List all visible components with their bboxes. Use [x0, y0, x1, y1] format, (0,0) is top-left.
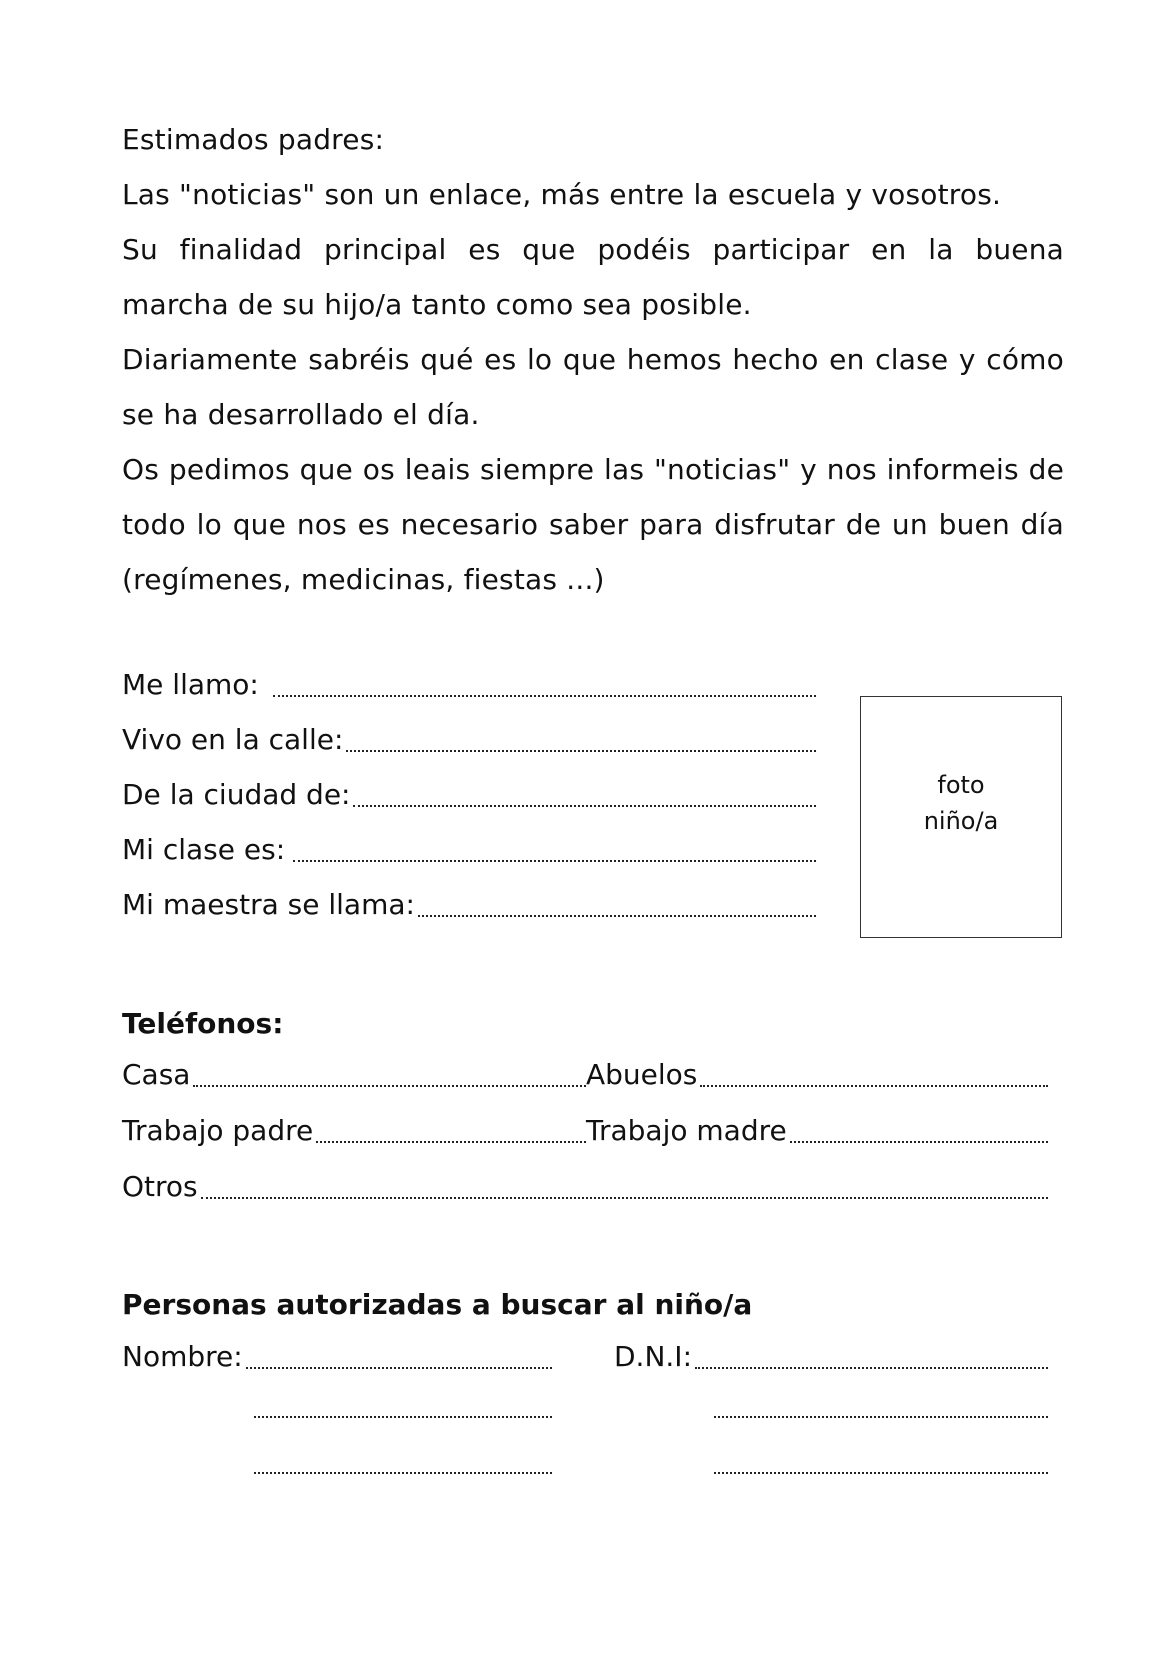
mother-work-phone-dotted-line [790, 1140, 1048, 1143]
authorized-name-label: Nombre: [122, 1340, 243, 1373]
intro-paragraph-3: Diariamente sabréis qué es lo que hemos hecho en clase y cómo se ha desarrollado el día. [122, 343, 1064, 431]
class-label: Mi clase es: [122, 833, 286, 866]
photo-label-line-1: foto [937, 771, 985, 799]
teacher-label: Mi maestra se llama: [122, 888, 415, 921]
street-dotted-line [346, 749, 816, 752]
authorized-id-field[interactable] [614, 1336, 1048, 1378]
other-phone-label: Otros [122, 1170, 198, 1203]
name-label: Me llamo: [122, 668, 259, 701]
greeting: Estimados padres: [122, 123, 385, 156]
authorized-heading: Personas autorizadas a buscar al niño/a [122, 1288, 753, 1321]
city-field[interactable] [122, 774, 816, 816]
father-work-phone-dotted-line [316, 1140, 586, 1143]
street-field[interactable] [122, 719, 816, 761]
phones-heading: Teléfonos: [122, 1007, 284, 1040]
grandparents-phone-label: Abuelos [586, 1058, 698, 1091]
intro-text [122, 112, 1064, 607]
photo-box [860, 696, 1062, 938]
street-label: Vivo en la calle: [122, 723, 344, 756]
authorized-name-line-3[interactable] [254, 1472, 552, 1474]
teacher-field[interactable] [122, 884, 816, 926]
home-phone-dotted-line [193, 1084, 586, 1087]
city-dotted-line [353, 804, 816, 807]
name-field[interactable] [122, 664, 816, 706]
class-field[interactable] [122, 829, 816, 871]
other-phone-dotted-line [201, 1196, 1048, 1199]
grandparents-phone-field[interactable] [586, 1054, 1048, 1096]
other-phone-field[interactable] [122, 1166, 1048, 1208]
city-label: De la ciudad de: [122, 778, 351, 811]
grandparents-phone-dotted-line [700, 1084, 1048, 1087]
father-work-phone-label: Trabajo padre [122, 1114, 314, 1147]
authorized-name-line-2[interactable] [254, 1416, 552, 1418]
class-dotted-line [293, 859, 816, 862]
authorized-id-line-2[interactable] [714, 1416, 1048, 1418]
intro-paragraph-4: Os pedimos que os leais siempre las "noticias" y nos informeis de todo lo que nos es necesario saber para disfrutar de un buen día (regímenes, medicinas, fiestas ...) [122, 453, 1064, 596]
authorized-id-line-3[interactable] [714, 1472, 1048, 1474]
intro-paragraph-1: Las "noticias" son un enlace, más entre la escuela y vosotros. [122, 178, 1002, 211]
father-work-phone-field[interactable] [122, 1110, 586, 1152]
mother-work-phone-label: Trabajo madre [586, 1114, 787, 1147]
authorized-name-field[interactable] [122, 1336, 552, 1378]
name-dotted-line [273, 694, 816, 697]
authorized-name-dotted-line [246, 1366, 552, 1369]
teacher-dotted-line [418, 914, 816, 917]
authorized-id-dotted-line [695, 1366, 1048, 1369]
intro-paragraph-2: Su finalidad principal es que podéis participar en la buena marcha de su hijo/a tanto como sea posible. [122, 233, 1064, 321]
mother-work-phone-field[interactable] [586, 1110, 1048, 1152]
authorized-id-label: D.N.I: [614, 1340, 692, 1373]
home-phone-field[interactable] [122, 1054, 586, 1096]
photo-label-line-2: niño/a [923, 807, 999, 835]
home-phone-label: Casa [122, 1058, 191, 1091]
